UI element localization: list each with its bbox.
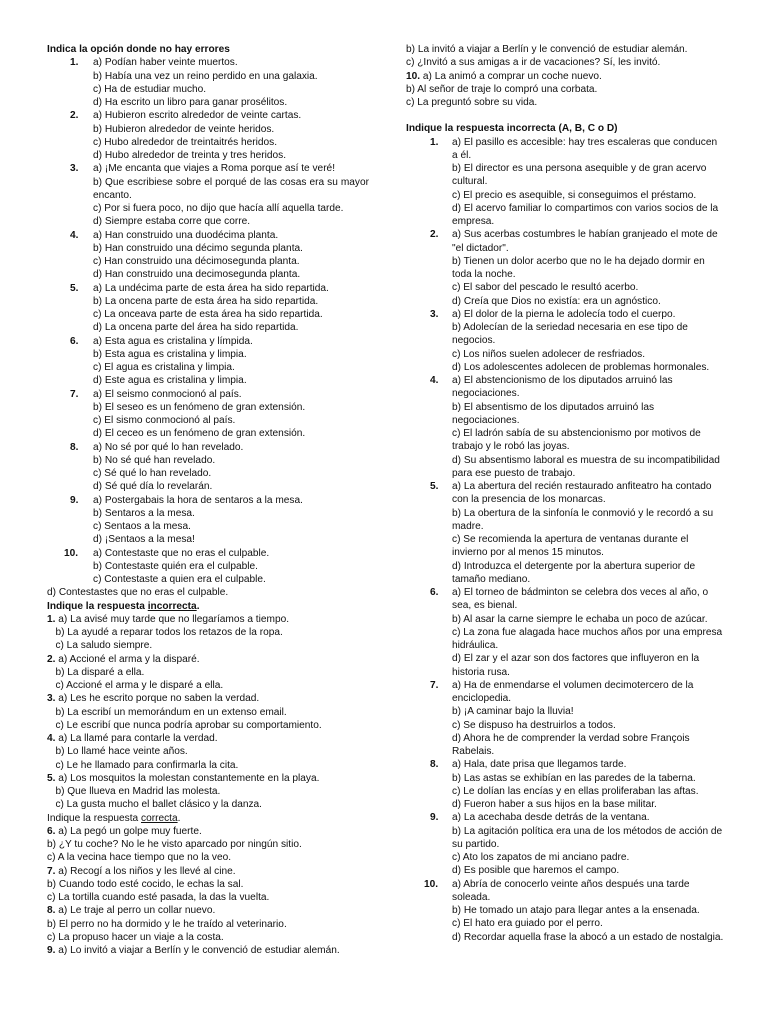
question-item (406, 679, 724, 759)
answer-option: a) La undécima parte de esta área ha sido repartida. (93, 282, 329, 294)
answer-text: c) La propuso hacer un viaje a la costa. (47, 931, 224, 943)
answer-option: a) Esta agua es cristalina y límpida. (93, 335, 253, 347)
answer-text: b) El perro no ha dormido y le he traído al veterinario. (47, 918, 287, 930)
question-number: 2. (70, 110, 79, 122)
section2-lines (47, 613, 369, 812)
answer-option: c) Se recomienda la apertura de ventanas durante el invierno por al menos 15 minutos. (452, 534, 689, 559)
answer-text: a) La pegó un golpe muy fuerte. (55, 825, 202, 837)
question-item (406, 811, 724, 877)
answer-option: d) El zar y el azar son dos factores que influyeron en la historia rusa. (452, 653, 700, 678)
right-items (406, 136, 724, 944)
question-number: 5. (70, 282, 79, 294)
answer-option: c) Han construido una décimosegunda planta. (93, 256, 300, 267)
answer-line (47, 785, 369, 798)
answer-option: b) El seseo es un fenómeno de gran extensión. (93, 401, 306, 413)
answer-option: d) ¡Sentaos a la mesa! (93, 534, 195, 546)
section3-lines (47, 825, 369, 958)
question-item (47, 388, 369, 441)
left-column (47, 43, 369, 957)
answer-option: a) Contestaste que no eras el culpable. (93, 547, 270, 559)
answer-option: c) La zona fue alagada hace muchos años por una empresa hidráulica. (452, 626, 723, 651)
answer-line (47, 944, 369, 957)
answer-line (47, 679, 369, 692)
answer-option: a) La abertura del recién restaurado anfiteatro ha contado con la presencia de los monarcas. (452, 481, 712, 506)
question-number: 3. (70, 163, 79, 175)
answer-option: c) Hubo alrededor de treintaitrés heridos. (93, 136, 278, 148)
answer-option: a) Postergabais la hora de sentaros a la mesa. (93, 494, 303, 506)
question-number: 6. (47, 825, 56, 837)
answer-option: b) Hubieron alrededor de veinte heridos. (93, 123, 275, 135)
question-number: 1. (430, 136, 439, 148)
answer-option: a) Hubieron escrito alrededor de veinte cartas. (93, 110, 302, 122)
answer-option: c) Los niños suelen adolecer de resfriados. (452, 348, 646, 360)
answer-text: a) La avisé muy tarde que no llegaríamos a tiempo. (55, 613, 290, 625)
question-number: 10. (406, 70, 421, 82)
answer-option: d) Han construido una decimosegunda planta. (93, 269, 301, 281)
answer-option: c) El ladrón sabía de su abstencionismo por motivos de trabajo y le robó las joyas. (452, 428, 701, 453)
answer-line (47, 626, 369, 639)
answer-line (47, 745, 369, 758)
answer-line (47, 904, 369, 917)
answer-text: b) Que llueva en Madrid las molesta. (47, 786, 221, 797)
answer-option: b) ¡A caminar bajo la lluvia! (452, 706, 574, 718)
answer-option: b) Que escribiese sobre el porqué de las cosas era su mayor encanto. (93, 176, 369, 201)
answer-option: b) Las astas se exhibían en las paredes de la taberna. (452, 772, 696, 784)
question-item (47, 547, 369, 587)
answer-option: b) He tomado un atajo para llegar antes a la ensenada. (452, 905, 700, 916)
answer-option: a) El seismo conmocionó al país. (93, 388, 242, 400)
answer-text: c) La tortilla cuando esté pasada, la das la vuelta. (47, 892, 270, 903)
question-number: 8. (47, 905, 56, 917)
answer-option: b) Sentaros a la mesa. (93, 507, 195, 519)
answer-option: b) Esta agua es cristalina y limpia. (93, 348, 247, 360)
answer-option: d) Creía que Dios no existía: era un agnóstico. (452, 295, 661, 307)
answer-line (47, 878, 369, 891)
answer-text: c) La preguntó sobre su vida. (406, 97, 538, 108)
question-item (47, 56, 369, 109)
question-number: 1. (70, 57, 79, 69)
answer-option: b) Contestaste quién era el culpable. (93, 560, 258, 572)
question-number: 7. (70, 388, 79, 400)
answer-option: a) Han construido una duodécima planta. (93, 229, 279, 241)
question-number: 1. (47, 613, 56, 625)
answer-text: b) Lo llamé hace veinte años. (47, 746, 188, 758)
question-number: 5. (430, 481, 439, 492)
answer-option: a) El dolor de la pierna le adolecía todo el cuerpo. (452, 308, 676, 320)
question-item (406, 374, 724, 480)
answer-line (47, 798, 369, 811)
answer-line (406, 96, 724, 109)
answer-option: a) El pasillo es accesible: hay tres escaleras que conducen a él. (452, 136, 718, 161)
answer-text: b) La escribí un memorándum en un extenso email. (47, 706, 287, 718)
answer-option: d) El ceceo es un fenómeno de gran extensión. (93, 428, 306, 440)
answer-option: a) El torneo de bádminton se celebra dos veces al año, o sea, es bienal. (452, 587, 709, 612)
answer-option: c) El sabor del pescado le resultó acerbo. (452, 282, 639, 294)
answer-option: b) El absentismo de los diputados arruinó las negociaciones. (452, 401, 655, 426)
answer-line (406, 43, 724, 56)
answer-option: d) Hubo alrededor de treinta y tres heridos. (93, 150, 287, 161)
answer-text: b) Al señor de traje lo compró una corbata. (406, 83, 598, 95)
answer-option: b) La obertura de la sinfonía le conmovió y le recordó a su madre. (452, 507, 714, 532)
answer-text: b) La invitó a viajar a Berlín y le convenció de estudiar alemán. (406, 44, 688, 55)
answer-text: b) ¿Y tu coche? No le he visto aparcado por ningún sitio. (47, 839, 302, 850)
answer-option: c) Por si fuera poco, no dijo que hacía allí aquella tarde. (93, 203, 344, 214)
answer-option: c) Contestaste a quien era el culpable. (93, 574, 266, 585)
answer-option: c) Sé qué lo han revelado. (93, 468, 212, 479)
question-item (47, 162, 369, 228)
section3-title: Indique la respuesta correcta. (47, 812, 181, 824)
answer-option: a) No sé por qué lo han revelado. (93, 441, 244, 453)
answer-line (47, 613, 369, 626)
answer-option: a) Ha de enmendarse el volumen decimotercero de la enciclopedia. (452, 679, 694, 704)
section1-items (47, 56, 369, 586)
answer-text: a) Accioné el arma y la disparé. (55, 653, 200, 665)
question-number: 5. (47, 772, 56, 784)
answer-text: c) La saludo siempre. (47, 640, 153, 652)
answer-line (47, 931, 369, 944)
answer-option: c) Ato los zapatos de mi anciano padre. (452, 852, 630, 863)
answer-option: d) El acervo familiar lo compartimos con varios socios de la empresa. (452, 202, 719, 227)
answer-text: c) Accioné el arma y le disparé a ella. (47, 680, 224, 691)
answer-option: b) La agitación política era una de los métodos de acción de su partido. (452, 825, 723, 850)
answer-line (47, 732, 369, 745)
answer-option: c) La onceava parte de esta área ha sido repartida. (93, 309, 323, 320)
answer-line (47, 639, 369, 652)
answer-option: a) Abría de conocerlo veinte años después una tarde soleada. (452, 878, 690, 903)
question-number: 6. (70, 335, 79, 347)
answer-line (47, 772, 369, 785)
answer-line (47, 719, 369, 732)
answer-line (47, 825, 369, 838)
question-number: 7. (47, 865, 56, 877)
question-number: 10. (424, 878, 439, 890)
answer-option: d) Su absentismo laboral es muestra de su incompatibilidad para ese puesto de trabajo. (452, 454, 720, 479)
answer-text: a) Lo invitó a viajar a Berlín y le convenció de estudiar alemán. (55, 945, 340, 956)
answer-text: a) La llamé para contarle la verdad. (55, 733, 218, 744)
right-section-title: Indique la respuesta incorrecta (A, B, C o D) (406, 123, 618, 135)
answer-text: c) Le escribí que nunca podría aprobar su comportamiento. (47, 719, 322, 731)
answer-line (47, 759, 369, 772)
right-column (406, 43, 724, 944)
answer-option: c) El hato era guiado por el perro. (452, 918, 603, 930)
answer-option: a) El abstencionismo de los diputados arruinó las negociaciones. (452, 375, 673, 400)
question-number: 3. (430, 308, 439, 320)
answer-text: a) Recogí a los niños y les llevé al cine. (55, 865, 236, 877)
question-item (47, 229, 369, 282)
question-item (406, 878, 724, 944)
answer-line (406, 83, 724, 96)
question-item (406, 758, 724, 811)
question-item (47, 109, 369, 162)
question-number: 9. (47, 945, 56, 956)
section2-title: Indique la respuesta incorrecta. (47, 600, 200, 612)
question-number: 2. (430, 229, 439, 241)
answer-text: c) Le he llamado para confirmarla la cita. (47, 759, 239, 771)
question-number: 10. (64, 547, 79, 559)
answer-line (47, 918, 369, 931)
answer-option: d) Recordar aquella frase la abocó a un estado de nostalgia. (452, 931, 724, 943)
answer-text: b) Cuando todo esté cocido, le echas la sal. (47, 878, 244, 890)
answer-option: d) Fueron haber a sus hijos en la base militar. (452, 799, 657, 810)
answer-line (47, 891, 369, 904)
answer-text: a) Les he escrito porque no saben la verdad. (55, 693, 260, 705)
answer-text: c) ¿Invitó a sus amigas a ir de vacaciones? Sí, les invitó. (406, 57, 661, 69)
question-item (47, 335, 369, 388)
answer-line (47, 706, 369, 719)
section-spacer (406, 109, 724, 122)
question-number: 3. (47, 693, 56, 705)
question-number: 9. (70, 494, 79, 506)
answer-option: c) El precio es asequible, si conseguimos el préstamo. (452, 189, 697, 201)
answer-line (47, 692, 369, 705)
question-item (406, 136, 724, 229)
answer-option: c) El sismo conmocionó al país. (93, 415, 236, 426)
answer-option: d) Es posible que haremos el campo. (452, 865, 620, 877)
answer-option: b) La oncena parte de esta área ha sido repartida. (93, 295, 319, 307)
answer-option: d) Ahora he de comprender la verdad sobre François Rabelais. (452, 732, 690, 757)
question-item (47, 494, 369, 547)
answer-option: a) La acechaba desde detrás de la ventana. (452, 812, 650, 824)
answer-option: c) Le dolían las encías y en ellas proliferaban las aftas. (452, 785, 699, 797)
question-item (47, 441, 369, 494)
question-item (406, 480, 724, 586)
answer-line (47, 851, 369, 864)
answer-option: d) La oncena parte del área ha sido repartida. (93, 322, 299, 334)
question-number: 9. (430, 812, 439, 824)
answer-text: c) La gusta mucho el ballet clásico y la danza. (47, 799, 262, 811)
section1-title: Indica la opción donde no hay errores (47, 44, 230, 55)
answer-line (47, 666, 369, 679)
answer-option: d) Los adolescentes adolecen de problemas hormonales. (452, 361, 710, 373)
question-number: 4. (70, 229, 79, 241)
answer-option: c) El agua es cristalina y limpia. (93, 362, 235, 373)
answer-line (47, 653, 369, 666)
answer-text: b) La disparé a ella. (47, 666, 145, 678)
answer-option: b) Han construido una décimo segunda planta. (93, 242, 303, 254)
question-item (47, 282, 369, 335)
answer-text: a) La animó a comprar un coche nuevo. (420, 70, 602, 82)
answer-option: c) Se dispuso ha destruirlos a todos. (452, 719, 616, 731)
question-number: 4. (430, 375, 439, 386)
question-number: 7. (430, 679, 439, 691)
answer-line (47, 838, 369, 851)
answer-option: b) El director es una persona asequible y de gran acervo cultural. (452, 163, 707, 188)
question-item (406, 228, 724, 308)
answer-option: a) ¡Me encanta que viajes a Roma porque así te veré! (93, 163, 336, 175)
answer-option: b) Había una vez un reino perdido en una galaxia. (93, 70, 318, 82)
answer-line (406, 56, 724, 69)
answer-line (47, 865, 369, 878)
continued-lines (406, 43, 724, 109)
answer-option: b) No sé qué han revelado. (93, 454, 216, 466)
answer-option: c) Ha de estudiar mucho. (93, 83, 207, 95)
answer-option: d) Este agua es cristalina y limpia. (93, 375, 247, 387)
answer-option: c) Sentaos a la mesa. (93, 521, 191, 532)
answer-option: d) Sé qué día lo revelarán. (93, 481, 213, 493)
question-item (406, 308, 724, 374)
question-number: 8. (70, 441, 79, 453)
answer-text: c) A la vecina hace tiempo que no la veo. (47, 852, 232, 864)
answer-text: a) Le traje al perro un collar nuevo. (55, 905, 216, 917)
answer-option: b) Adolecían de la seriedad necesaria en ese tipo de negocios. (452, 322, 688, 347)
answer-text: a) Los mosquitos la molestan constantemente en la playa. (55, 772, 320, 784)
answer-option: a) Sus acerbas costumbres le habían granjeado el mote de "el dictador". (452, 229, 718, 254)
section1-tail: d) Contestastes que no eras el culpable. (47, 587, 229, 599)
question-item (406, 586, 724, 679)
answer-option: a) Hala, date prisa que llegamos tarde. (452, 759, 627, 771)
question-number: 8. (430, 759, 439, 771)
answer-text: b) La ayudé a reparar todos los retazos de la ropa. (47, 627, 283, 638)
answer-option: b) Al asar la carne siempre le echaba un poco de azúcar. (452, 613, 708, 625)
answer-option: b) Tienen un dolor acerbo que no le ha dejado dormir en toda la noche. (452, 255, 705, 280)
answer-option: d) Ha escrito un libro para ganar prosélitos. (93, 97, 288, 108)
answer-option: a) Podían haber veinte muertos. (93, 57, 238, 69)
question-number: 4. (47, 733, 56, 744)
answer-option: d) Introduzca el detergente por la abertura superior de tamaño mediano. (452, 560, 696, 585)
answer-option: d) Siempre estaba corre que corre. (93, 216, 251, 228)
question-number: 6. (430, 587, 439, 598)
question-number: 2. (47, 653, 56, 665)
answer-line (406, 70, 724, 83)
